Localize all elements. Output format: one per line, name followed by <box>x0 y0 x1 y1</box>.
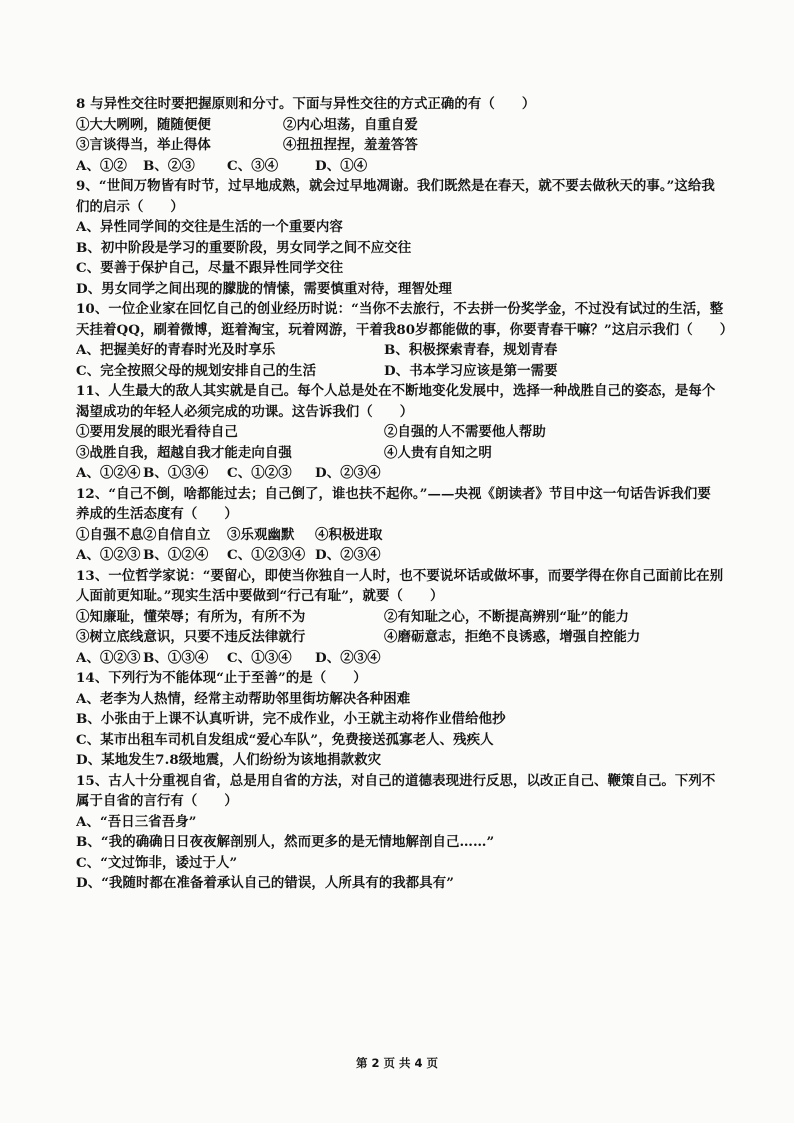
q12-stem-1: 12、“自己不倒，啥都能过去；自己倒了，谁也扶不起你。”——央视《朗读者》节目中这一句话告诉我们要 <box>76 485 711 502</box>
q8-choice-c: C、③④ <box>227 157 279 174</box>
q12-option-3: ③乐观幽默 <box>227 526 295 543</box>
q11-option-4: ④人贵有自知之明 <box>384 444 492 461</box>
q14-choice-a: A、老李为人热情，经常主动帮助邻里街坊解决各种困难 <box>76 690 411 707</box>
q11-option-2: ②自强的人不需要他人帮助 <box>384 424 546 440</box>
q8-choice-a: A、①② <box>76 157 127 174</box>
q13-choice-a: A、①②③ <box>76 649 141 666</box>
q11-options-row2 <box>76 443 736 464</box>
q8-option-2: ②内心坦荡，自重自爱 <box>283 116 418 133</box>
q11-options-row1 <box>76 422 736 443</box>
q12-option-2: ②自信自立 <box>143 526 211 543</box>
q12-choice-a: A、①②③ <box>76 547 141 563</box>
q9-stem-1: 9、“世间万物皆有时节，过早地成熟，就会过早地凋谢。我们既然是在春天，就不要去做秋天的事。”这给我 <box>76 178 715 194</box>
q13-choices <box>76 648 736 669</box>
q12-choice-b: B、①②④ <box>143 547 209 563</box>
q11-stem-2: 渴望成功的年轻人必须完成的功课。这告诉我们（ ） <box>76 403 414 420</box>
q8-options-row2 <box>76 135 736 156</box>
q8-choices <box>76 156 736 177</box>
q8-choice-d: D、①④ <box>315 157 368 174</box>
q14-choice-d: D、某地发生7.8级地震，人们纷纷为该地捐款救灾 <box>76 752 382 768</box>
q11-choice-d: D、②③④ <box>315 465 381 481</box>
q9-choice-d: D、男女同学之间出现的朦胧的情愫，需要慎重对待，理智处理 <box>76 280 452 297</box>
q15-choice-a: A、“吾日三省吾身” <box>76 813 197 830</box>
q15-choice-d: D、“我随时都在准备着承认自己的错误，人所具有的我都具有” <box>76 875 455 891</box>
q14-choice-b: B、小张由于上课不认真听讲，完不成作业，小王就主动将作业借给他抄 <box>76 711 506 727</box>
q14-stem: 14、下列行为不能体现“止于至善”的是（ ） <box>76 670 367 686</box>
q11-option-3: ③战胜自我，超越自我才能走向自强 <box>76 444 292 461</box>
q11-choices <box>76 463 736 484</box>
q9-stem-2: 们的启示（ ） <box>76 198 184 215</box>
q12-option-4: ④积极进取 <box>315 526 383 543</box>
q15-stem-2: 属于自省的言行有（ ） <box>76 793 238 809</box>
q8-options-row1 <box>76 115 736 136</box>
q13-option-3: ③树立底线意识，只要不违反法律就行 <box>76 629 306 645</box>
q8-option-1: ①大大咧咧，随随便便 <box>76 116 211 133</box>
q10-stem-2: 天挂着QQ，刷着微博，逛着淘宝，玩着网游，干着我80岁都能做的事，你要青春干嘛？”这启示我们（ ） <box>76 321 734 338</box>
page-number-footer: 第 2 页 共 4 页 <box>355 1056 439 1070</box>
q11-choice-a: A、①②④ <box>76 465 141 481</box>
q12-choice-d: D、②③④ <box>315 547 381 563</box>
q11-stem-1: 11、人生最大的敌人其实就是自己。每个人总是处在不断地变化发展中，选择一种战胜自己的姿态，是每个 <box>76 383 716 399</box>
q13-options-row2 <box>76 627 736 648</box>
q13-stem-2: 人面前更知耻。”现实生活中要做到“行己有耻”，就要（ ） <box>76 588 444 604</box>
q9-choice-a: A、异性同学间的交往是生活的一个重要内容 <box>76 219 343 235</box>
q13-options-row1 <box>76 607 736 628</box>
q14-choice-c: C、某市出租车司机自发组成“爱心车队”，免费接送孤寡老人、残疾人 <box>76 731 494 748</box>
q10-choices-row2 <box>76 361 736 382</box>
q10-choice-b: B、积极探索青春，规划青春 <box>384 342 558 358</box>
q8-option-3: ③言谈得当，举止得体 <box>76 137 211 153</box>
q10-choice-d: D、书本学习应该是第一需要 <box>384 362 558 379</box>
q15-choice-b: B、“我的确确日日夜夜解剖别人，然而更多的是无情地解剖自己……” <box>76 834 495 850</box>
q13-option-2: ②有知耻之心，不断提高辨别“耻”的能力 <box>384 608 629 625</box>
q13-stem-1: 13、一位哲学家说：“要留心，即使当你独自一人时，也不要说坏话或做坏事，而要学得在你自己面前比在别 <box>76 567 724 584</box>
q12-stem-2: 养成的生活态度有（ ） <box>76 506 238 522</box>
q8-option-4: ④扭扭捏捏，羞羞答答 <box>283 137 418 153</box>
q13-option-1: ①知廉耻，懂荣辱；有所为，有所不为 <box>76 608 306 625</box>
q12-choice-c: C、①②③④ <box>227 547 306 563</box>
q12-option-1: ①自强不息 <box>76 526 144 543</box>
q13-choice-c: C、①③④ <box>227 649 292 666</box>
q10-choice-c: C、完全按照父母的规划安排自己的生活 <box>76 362 317 379</box>
q8-choice-b: B、②③ <box>143 157 195 174</box>
question-list <box>76 94 736 894</box>
q10-choices-row1 <box>76 340 736 361</box>
q15-choice-c: C、“文过饰非，诿过于人” <box>76 854 238 871</box>
q9-choice-b: B、初中阶段是学习的重要阶段，男女同学之间不应交往 <box>76 239 412 256</box>
q10-choice-a: A、把握美好的青春时光及时享乐 <box>76 342 276 358</box>
q12-options <box>76 525 736 546</box>
q11-option-1: ①要用发展的眼光看待自己 <box>76 424 238 440</box>
q13-choice-b: B、①③④ <box>143 649 209 666</box>
q12-choices <box>76 545 736 566</box>
q15-stem-1: 15、古人十分重视自省，总是用自省的方法，对自己的道德表现进行反思，以改正自己、鞭策自己。下列不 <box>76 772 716 789</box>
q10-stem-1: 10、一位企业家在回忆自己的创业经历时说：“当你不去旅行，不去拼一份奖学金，不过没有试过的生活，整 <box>76 301 724 317</box>
q13-option-4: ④磨砺意志，拒绝不良诱惑，增强自控能力 <box>384 629 641 645</box>
q11-choice-b: B、①③④ <box>143 465 209 481</box>
q13-choice-d: D、②③④ <box>315 649 381 666</box>
q9-choice-c: C、要善于保护自己，尽量不跟异性同学交往 <box>76 260 344 276</box>
q11-choice-c: C、①②③ <box>227 465 292 481</box>
q8-stem: 8 与异性交往时要把握原则和分寸。下面与异性交往的方式正确的有（ ） <box>76 96 536 112</box>
